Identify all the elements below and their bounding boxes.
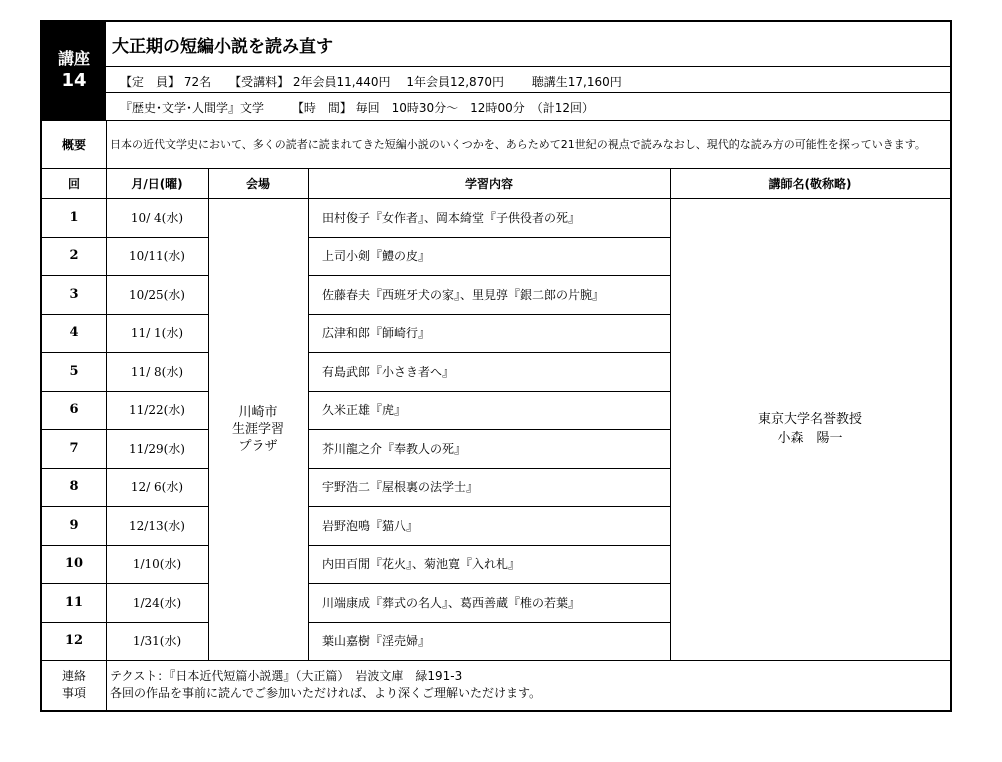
row-divider	[42, 622, 208, 623]
venue-line-2: 生涯学習	[231, 421, 284, 437]
row-divider	[308, 622, 670, 623]
row-number: 9	[69, 517, 79, 533]
header-content: 学習内容	[464, 176, 513, 191]
row-date: 11/29(水)	[129, 441, 185, 456]
header-date: 月/日(曜)	[131, 176, 183, 191]
row-content: 芥川龍之介『奉教人の死』	[322, 441, 467, 456]
row-number: 7	[69, 440, 79, 456]
row-number: 3	[69, 286, 79, 302]
row-divider	[308, 275, 670, 276]
overview-text: 日本の近代文学史において、多くの読者に読まれてきた短編小説のいくつかを、あらためて21世紀の視点で読みなおし、現代的な読み方の可能性を探っていきます。	[110, 138, 926, 151]
row-number: 11	[64, 594, 84, 610]
venue-line-3: プラザ	[238, 438, 278, 454]
venue-line-1: 川崎市	[238, 404, 278, 420]
row-divider	[308, 352, 670, 353]
row-divider	[308, 391, 670, 392]
rule-overview-top	[42, 120, 950, 121]
row-content: 葉山嘉樹『淫売婦』	[322, 634, 431, 649]
row-content: 久米正雄『虎』	[322, 403, 407, 418]
row-divider	[42, 429, 208, 430]
header-venue: 会場	[245, 176, 270, 191]
row-content: 川端康成『葬式の名人』、葛西善蔵『椎の若葉』	[322, 595, 581, 610]
row-divider	[308, 506, 670, 507]
course-title: 大正期の短編小説を読み直す	[112, 37, 333, 57]
header-no: 回	[67, 176, 80, 191]
course-sheet	[40, 20, 952, 712]
row-divider	[42, 583, 208, 584]
overview-label: 概要	[61, 137, 86, 152]
row-date: 10/ 4(水)	[130, 210, 184, 225]
row-date: 11/ 1(水)	[130, 326, 184, 341]
rule-col-4	[670, 168, 671, 660]
rule-notes-top	[42, 660, 950, 661]
row-divider	[308, 314, 670, 315]
rule-header-1	[106, 66, 950, 67]
row-date: 10/11(水)	[129, 249, 185, 264]
row-divider	[308, 583, 670, 584]
course-info-line2: 『歴史･文学･人間学』文学 【時 間】 毎回 10時30分～ 12時00分 （計12回）	[120, 101, 594, 115]
row-number: 1	[69, 209, 79, 225]
row-date: 12/13(水)	[129, 518, 185, 533]
notes-label-line-1: 連絡	[61, 669, 86, 683]
row-date: 1/31(水)	[132, 634, 182, 649]
badge-number: 14	[61, 70, 87, 91]
row-divider	[308, 545, 670, 546]
row-number: 5	[69, 363, 79, 379]
row-content: 内田百閒『花火』、菊池寛『入れ札』	[322, 557, 521, 572]
rule-col-3	[308, 168, 309, 660]
header-lecturer: 講師名(敬称略)	[768, 176, 852, 191]
row-number: 10	[64, 556, 84, 572]
row-divider	[42, 352, 208, 353]
row-number: 12	[64, 633, 84, 649]
course-badge	[42, 22, 106, 120]
row-content: 田村俊子『女作者』、岡本綺堂『子供役者の死』	[322, 210, 581, 225]
row-number: 6	[69, 402, 79, 418]
row-number: 2	[69, 248, 79, 264]
course-info-line1: 【定 員】 72名 【受講料】 2年会員11,440円 1年会員12,870円 聴講生17,160円	[120, 75, 622, 89]
row-date: 10/25(水)	[129, 287, 185, 302]
row-divider	[308, 237, 670, 238]
notes-line2: 各回の作品を事前に読んでご参加いただければ、より深くご理解いただけます。	[110, 686, 542, 700]
notes-label	[42, 660, 106, 710]
notes-line1: テクスト：『日本近代短篇小説選』（大正篇） 岩波文庫 緑191-3	[110, 669, 463, 683]
row-content: 宇野浩二『屋根裏の法学士』	[322, 480, 479, 495]
row-divider	[42, 237, 208, 238]
row-content: 佐藤春夫『西班牙犬の家』、里見弴『銀二郎の片腕』	[322, 287, 605, 302]
row-content: 上司小剣『鱧の皮』	[322, 249, 431, 264]
row-divider	[308, 468, 670, 469]
rule-table-top	[42, 168, 950, 169]
rule-col-1	[106, 120, 107, 710]
row-date: 1/24(水)	[132, 595, 182, 610]
notes-label-line-2: 事項	[61, 686, 86, 700]
row-number: 4	[69, 325, 79, 341]
rule-header-bottom	[42, 198, 950, 199]
venue-cell	[208, 198, 308, 660]
row-divider	[42, 468, 208, 469]
row-divider	[308, 429, 670, 430]
rule-header-2	[106, 92, 950, 93]
row-content: 有島武郎『小さき者へ』	[322, 364, 455, 379]
row-date: 12/ 6(水)	[130, 480, 184, 495]
badge-label: 講座	[57, 49, 90, 68]
row-number: 8	[69, 479, 79, 495]
row-content: 岩野泡鳴『猫八』	[322, 518, 419, 533]
row-content: 広津和郎『師崎行』	[322, 326, 431, 341]
row-divider	[42, 506, 208, 507]
row-date: 1/10(水)	[132, 557, 182, 572]
lecturer-line-1: 東京大学名誉教授	[757, 412, 862, 427]
lecturer-line-2: 小森 陽一	[777, 431, 843, 446]
row-divider	[42, 391, 208, 392]
row-divider	[42, 314, 208, 315]
row-date: 11/ 8(水)	[130, 364, 184, 379]
row-date: 11/22(水)	[129, 403, 185, 418]
lecturer-cell	[670, 198, 950, 660]
rule-col-2	[208, 168, 209, 660]
row-divider	[42, 545, 208, 546]
row-divider	[42, 275, 208, 276]
